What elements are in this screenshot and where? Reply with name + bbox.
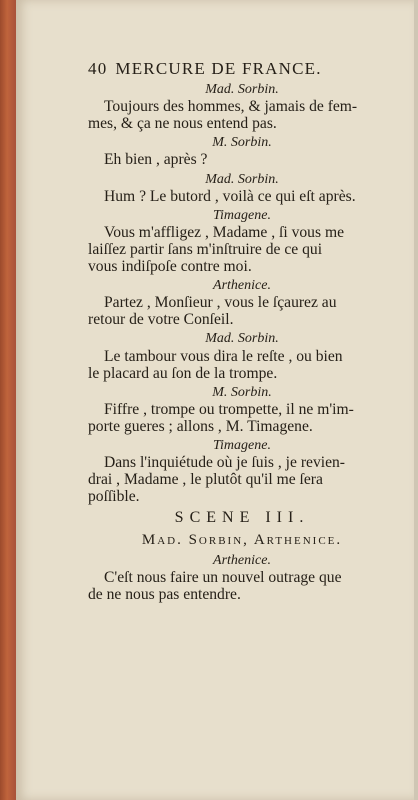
page-text (88, 60, 396, 603)
speech-block (88, 98, 396, 132)
speech-block (88, 569, 396, 603)
speech-line: Toujours des hommes, & jamais de fem- (104, 98, 358, 116)
speech-line: de ne nous pas entendre. (88, 585, 241, 603)
speech-line: poſſible. (88, 488, 140, 506)
scene-cast: Mad. Sorbin, Arthenice. (141, 532, 343, 549)
speech-line: C'eſt nous faire un nouvel outrage que (104, 568, 342, 586)
page-number: 40 (88, 59, 108, 78)
speaker-name: Timagene. (213, 437, 271, 453)
speech-block (88, 348, 396, 382)
scene-heading: SCENE III. (174, 509, 310, 527)
speech-block (88, 151, 396, 168)
speech-line: porte gueres ; allons , M. Timagene. (88, 417, 313, 435)
speech-line: Dans l'inquiétude où je ſuis , je revien- (104, 454, 345, 472)
speaker-name: Mad. Sorbin. (205, 331, 279, 347)
speaker-name: Mad. Sorbin. (205, 171, 279, 187)
speech-line: Fiffre , trompe ou trompette, il ne m'im- (104, 400, 354, 418)
speech-line: Le tambour vous dira le reſte , ou bien (104, 347, 343, 365)
speech-block (88, 294, 396, 328)
speech-block (88, 188, 396, 205)
speech-line: Vous m'affligez , Madame , ſi vous me (104, 223, 344, 241)
running-title: MERCURE DE FRANCE. (115, 59, 322, 78)
speaker-name: M. Sorbin. (212, 384, 272, 400)
speech-block (88, 224, 396, 275)
speech-line: vous indiſpoſe contre moi. (88, 258, 252, 276)
speech-line: Eh bien , après ? (104, 151, 208, 169)
speech-line: mes, & ça ne nous entend pas. (88, 115, 277, 133)
speech-line: drai , Madame , le plutôt qu'il me ſera (88, 471, 323, 489)
book-spine-edge (0, 0, 16, 800)
speaker-name: M. Sorbin. (212, 135, 272, 151)
speech-line: Partez , Monſieur , vous le ſçaurez au (104, 294, 337, 312)
speech-line: Hum ? Le butord , voilà ce qui eſt après. (104, 187, 356, 205)
speech-line: le placard au ſon de la trompe. (88, 364, 278, 382)
speech-line: laiſſez partir ſans m'inſtruire de ce qui (88, 240, 323, 258)
speaker-name: Arthenice. (213, 552, 271, 568)
speaker-name: Timagene. (213, 207, 271, 223)
running-header (88, 60, 396, 77)
speaker-name: Mad. Sorbin. (205, 82, 279, 98)
dialogue-body (88, 81, 396, 603)
speaker-name: Arthenice. (213, 278, 271, 294)
speech-line: retour de votre Conſeil. (88, 311, 234, 329)
speech-block (88, 454, 396, 505)
speech-block (88, 401, 396, 435)
